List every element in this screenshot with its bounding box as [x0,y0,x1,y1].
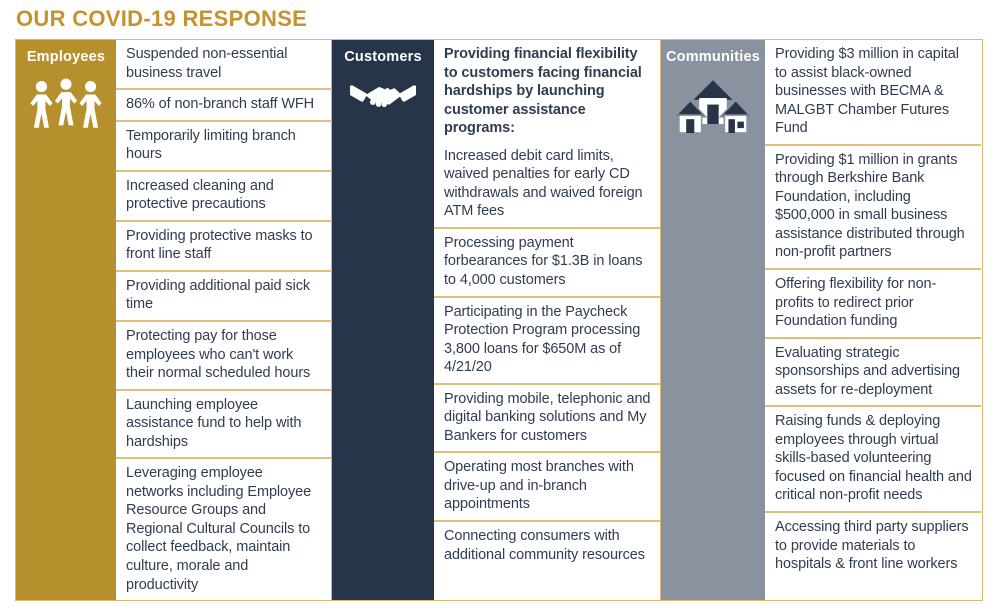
content-employees [116,40,331,600]
response-item: Connecting consumers with additional community resources [444,528,645,563]
covid-response-table [15,39,983,601]
response-item: Accessing third party suppliers to provide materials to hospitals & front line workers [775,519,969,573]
response-item: Protecting pay for those employees who can't work their normal scheduled hours [116,322,331,391]
column-communities [660,40,981,600]
response-item: Operating most branches with drive-up and in-branch appointments [434,453,660,522]
response-item [434,40,660,229]
response-item: Providing $1 million in grants through Berkshire Bank Foundation, including $500,000 in small business assistance distributed through non-profit partners [765,146,981,270]
page-title: OUR COVID-19 RESPONSE [16,6,308,31]
houses-icon [664,77,762,142]
response-item: Providing mobile, telephonic and digital banking solutions and My Bankers for customers [434,385,660,454]
sidebar-label-employees: Employees [26,49,106,65]
response-item: Participating in the Paycheck Protection Program processing 3,800 loans for $650M as of 4/21/20 [434,298,660,385]
response-item: Raising funds & deploying employees through virtual skills-based volunteering focused on financial health and critical non-profit needs [765,407,981,513]
response-item: Launching employee assistance fund to help with hardships [116,391,331,460]
sidebar-label-customers: Customers [344,49,422,65]
response-item: Leveraging employee networks including Employee Resource Groups and Regional Cultural Councils to collect feedback, maintain culture, morale and productivity [126,465,312,593]
sidebar-communities [661,40,765,600]
response-item: Providing $3 million in capital to assist black-owned businesses with BECMA & MALGBT Chamber Futures Fund [765,40,981,146]
people-group-icon [19,77,113,136]
response-item-intro: Providing financial flexibility to customers facing financial hardships by launching customer assistance programs: [444,46,642,137]
response-item: Providing protective masks to front line staff [116,222,331,272]
response-item-detail: Increased debit card limits, waived penalties for early CD withdrawals and waived foreign ATM fees [444,147,643,220]
sidebar-label-communities: Communities [665,49,761,65]
response-item: Increased cleaning and protective precautions [116,172,331,222]
column-employees [16,40,331,600]
column-customers [331,40,660,600]
response-item: 86% of non-branch staff WFH [116,90,331,122]
response-item: Providing additional paid sick time [116,272,331,322]
response-item: Offering flexibility for non-profits to redirect prior Foundation funding [765,270,981,339]
response-item: Temporarily limiting branch hours [116,122,331,172]
handshake-icon [335,77,431,122]
response-item: Processing payment forbearances for $1.3B in loans to 4,000 customers [434,229,660,298]
content-communities [765,40,981,600]
sidebar-customers [332,40,434,600]
content-customers [434,40,660,600]
response-item: Evaluating strategic sponsorships and advertising assets for re-deployment [765,339,981,408]
sidebar-employees [16,40,116,600]
response-item: Suspended non-essential business travel [116,40,331,90]
